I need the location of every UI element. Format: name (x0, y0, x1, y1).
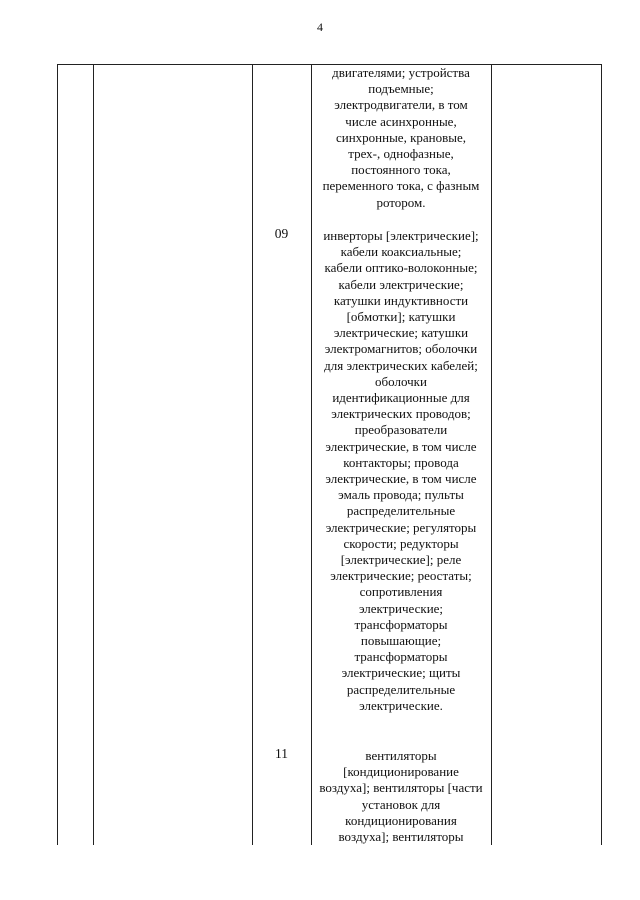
description-line: инверторы [электрические]; (323, 228, 479, 243)
description-line: кабели коаксиальные; (340, 244, 462, 260)
description-line: трансформаторы (354, 649, 448, 665)
description-line: постоянного тока, (351, 162, 451, 178)
description-line: электрические, в том числе (325, 438, 477, 454)
column-divider (491, 65, 492, 845)
description-line: электродвигатели, в том (334, 97, 468, 113)
description-line: для электрических кабелей; (324, 357, 478, 373)
description-line: подъемные; (368, 81, 434, 97)
description-line: установок для (361, 796, 441, 812)
description-line: числе асинхронные, (345, 113, 457, 129)
description-line: вентиляторы (365, 748, 437, 763)
description-line: сопротивления (359, 584, 443, 600)
description-line: электрические; щиты (341, 665, 461, 681)
description-line: воздуха]; вентиляторы [части (319, 780, 483, 796)
description-line: преобразователи (354, 422, 448, 438)
description-line: синхронные, крановые, (335, 129, 467, 145)
description-line: ротором. (376, 194, 426, 210)
description-line: переменного тока, с фазным (322, 178, 480, 194)
column-divider (93, 65, 94, 845)
page-number: 4 (317, 20, 323, 34)
description-line: [обмотки]; катушки (346, 309, 456, 325)
description-line: эмаль провода; пульты (338, 487, 464, 503)
description-line: трансформаторы (354, 616, 448, 632)
column-divider (252, 65, 253, 845)
goods-description (312, 228, 490, 714)
description-line: электрические; катушки (333, 325, 469, 341)
class-code: 11 (275, 746, 288, 761)
description-line: электрических проводов; (331, 406, 471, 422)
description-line: электрические, в том числе (325, 471, 477, 487)
description-line: контакторы; провода (343, 454, 459, 470)
description-line: скорости; редукторы (343, 535, 459, 551)
description-line: [электрические]; реле (340, 552, 462, 568)
description-line: оболочки (375, 373, 427, 389)
description-line: двигателями; устройства (332, 65, 470, 80)
description-line: кабели оптико-волоконные; (324, 260, 478, 276)
description-line: электромагнитов; оболочки (324, 341, 478, 357)
description-line: распределительные (346, 681, 456, 697)
goods-description (312, 65, 490, 211)
description-line: электрические. (359, 697, 443, 713)
description-line: электрические; регуляторы (325, 519, 477, 535)
description-line: кондиционирования (345, 812, 457, 828)
description-line: воздуха]; вентиляторы (338, 829, 464, 845)
description-line: электрические; реостаты; (330, 568, 472, 584)
goods-description (312, 748, 490, 845)
description-line: кабели электрические; (338, 276, 464, 292)
description-line: распределительные (346, 503, 456, 519)
description-line: катушки индуктивности (333, 292, 469, 308)
classification-table (57, 64, 602, 845)
description-line: трех-, однофазные, (348, 146, 454, 162)
description-line: электрические; (358, 600, 444, 616)
description-line: [кондиционирование (343, 764, 459, 780)
description-line: идентификационные для (332, 390, 470, 406)
description-line: повышающие; (360, 633, 442, 649)
class-code: 09 (274, 226, 289, 241)
